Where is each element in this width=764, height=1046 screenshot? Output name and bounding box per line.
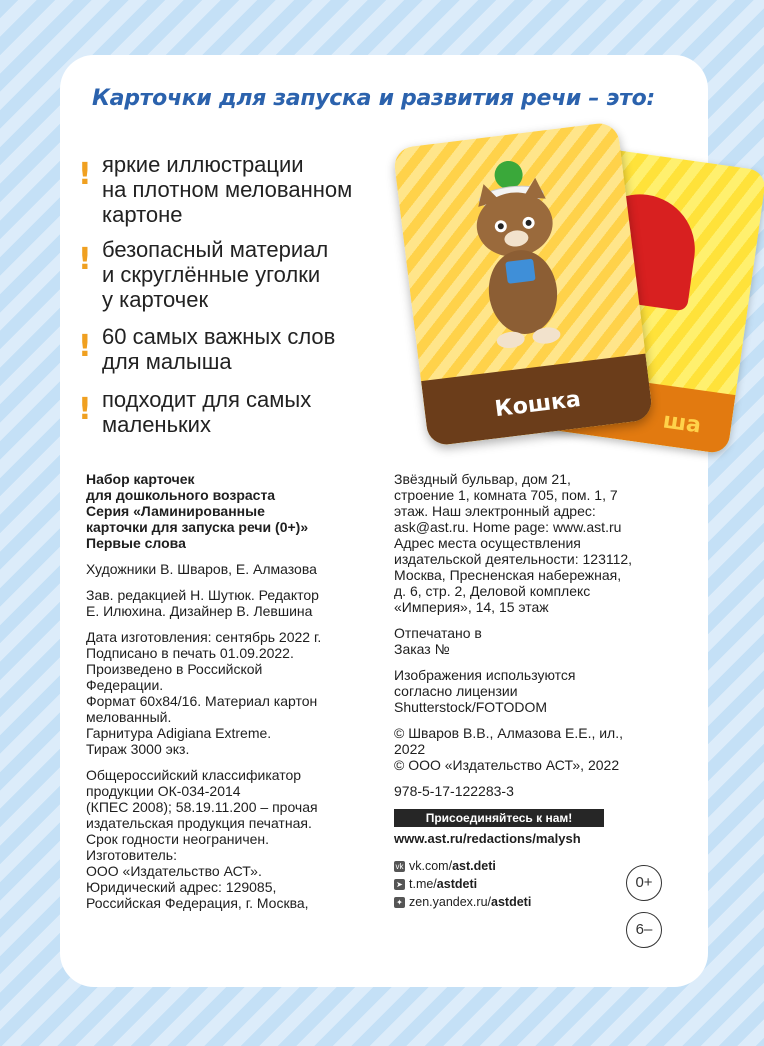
exclamation-icon: !: [78, 242, 92, 277]
feature-line: у карточек: [102, 287, 209, 312]
product-title: Набор карточек для дошкольного возраста Серия «Ламинированные карточки для запуска речи (0+)» Первые слова: [86, 471, 309, 551]
printed-info: Отпечатано в Заказ №: [394, 625, 482, 657]
feature-line: картоне: [102, 202, 183, 227]
telegram-icon: ➤: [394, 879, 405, 890]
feature-line: яркие иллюстрации: [102, 152, 304, 177]
page-headline: Карточки для запуска и развития речи – это:: [92, 86, 655, 111]
classifier-info: Общероссийский классификатор продукции ОК-034-2014 (КПЕС 2008); 58.19.11.200 – прочая издательская продукция печатная. Срок годности неограничен. Изготовитель: ООО «Издательство АСТ». Юридический адрес: 129085, Российская Федерация, г. Москва,: [86, 767, 318, 911]
feature-line: подходит для самых: [102, 387, 312, 412]
license-info: Изображения используются согласно лицензии Shutterstock/FOTODOM: [394, 667, 576, 715]
feature-line: 60 самых важных слов: [102, 324, 336, 349]
address-info: Звёздный бульвар, дом 21, строение 1, комната 705, пом. 1, 7 этаж. Наш электронный адрес: ask@ast.ru. Home page: www.ast.ru Адрес места осуществления издательской деятельности: 123112, Москва, Пресненская набережная, д. 6, стр. 2, Деловой комплекс «Империя», 14, 15 этаж: [394, 471, 633, 615]
join-us-banner: Присоединяйтесь к нам!: [394, 809, 604, 827]
card-word-label: Кошка: [493, 386, 583, 423]
vk-icon: vk: [395, 861, 404, 871]
feature-line: безопасный материал: [102, 237, 329, 262]
card-back-word: ша: [661, 408, 703, 439]
age-badge-0plus: 0+: [626, 865, 662, 901]
social-link-zen[interactable]: ✦ zen.yandex.ru/ astdeti: [394, 893, 684, 911]
exclamation-icon: !: [78, 329, 92, 364]
kitten-icon: [436, 145, 599, 361]
imprint-right-column: [394, 471, 684, 911]
zen-icon: ✦: [394, 897, 405, 908]
card-front-illustration: [393, 121, 654, 446]
social-link-vk[interactable]: vk vk.com/ ast.deti: [395, 859, 496, 873]
join-url-link[interactable]: www.ast.ru/redactions/malysh: [394, 831, 581, 846]
feature-line: для малыша: [102, 349, 232, 374]
social-link-telegram[interactable]: ➤ t.me/ astdeti: [394, 875, 684, 893]
feature-line: маленьких: [102, 412, 211, 437]
artists-text: Художники В. Шваров, Е. Алмазова: [86, 561, 317, 577]
feature-line: на плотном мелованном: [102, 177, 353, 202]
editors-text: Зав. редакцией Н. Шутюк. Редактор Е. Илюхина. Дизайнер В. Левшина: [86, 587, 319, 619]
feature-line: и скруглённые уголки: [102, 262, 321, 287]
age-badge-6: 6–: [626, 912, 662, 948]
imprint-left-column: [86, 471, 378, 921]
isbn: 978-5-17-122283-3: [394, 783, 514, 799]
production-info: Дата изготовления: сентябрь 2022 г. Подписано в печать 01.09.2022. Произведено в Российской Федерации. Формат 60x84/16. Материал картон мелованный. Гарнитура Adigiana Extreme. Тираж 3000 экз.: [86, 629, 322, 757]
exclamation-icon: !: [78, 157, 92, 192]
exclamation-icon: !: [78, 392, 92, 427]
copyright-info: © Шваров В.В., Алмазова Е.Е., ил., 2022 © ООО «Издательство АСТ», 2022: [394, 725, 624, 773]
